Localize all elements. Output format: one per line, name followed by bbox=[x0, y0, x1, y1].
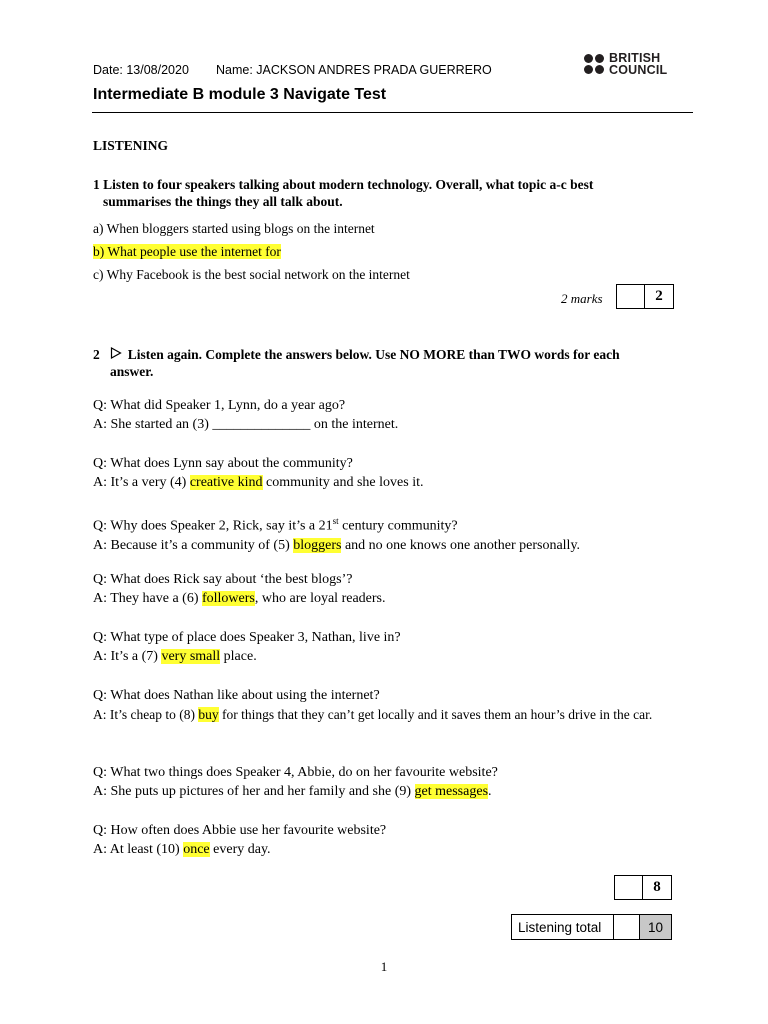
qa-item-4 bbox=[93, 454, 693, 492]
play-audio-icon bbox=[110, 346, 124, 363]
question-2-line-2: answer. bbox=[110, 364, 154, 379]
answer-highlight: get messages bbox=[414, 784, 489, 799]
answer-text: A: She started an (3) ______________ on the internet. bbox=[93, 417, 399, 432]
answer-highlight: buy bbox=[198, 707, 219, 722]
question-text: Q: How often does Abbie use her favourite website? bbox=[93, 823, 387, 838]
question-2-line-1: Listen again. Complete the answers below. Use NO MORE than TWO words for each bbox=[127, 347, 620, 362]
header-divider bbox=[92, 112, 693, 113]
qa-item-10 bbox=[93, 821, 693, 859]
question-text: Q: What did Speaker 1, Lynn, do a year ago? bbox=[93, 398, 346, 413]
question-text: Q: Why does Speaker 2, Rick, say it’s a 21 bbox=[93, 518, 333, 534]
qa-item-5 bbox=[93, 512, 693, 555]
answer-suffix: community and she loves it. bbox=[262, 475, 424, 490]
total-blank-cell bbox=[614, 915, 640, 939]
answer-prefix: A: It’s cheap to (8) bbox=[93, 707, 199, 722]
score-blank-cell bbox=[615, 876, 643, 899]
qa-item-7 bbox=[93, 628, 693, 666]
answer-highlight: followers bbox=[201, 591, 255, 606]
section-heading: LISTENING bbox=[93, 138, 169, 153]
qa-item-3 bbox=[93, 396, 693, 434]
question-2-number: 2 bbox=[93, 347, 100, 362]
option-a: a) When bloggers started using blogs on the internet bbox=[93, 221, 375, 236]
option-c: c) Why Facebook is the best social network on the internet bbox=[93, 267, 410, 282]
answer-suffix: place. bbox=[220, 649, 257, 664]
question-text: Q: What does Lynn say about the community? bbox=[93, 456, 353, 471]
question-1-prompt bbox=[93, 176, 653, 210]
answer-prefix: A: It’s a very (4) bbox=[93, 475, 190, 490]
answer-suffix: and no one knows one another personally. bbox=[341, 537, 581, 553]
answer-highlight: once bbox=[183, 842, 210, 857]
answer-prefix: A: She puts up pictures of her and her family and she (9) bbox=[93, 784, 415, 799]
option-b: b) What people use the internet for bbox=[93, 244, 281, 259]
british-council-logo bbox=[584, 52, 667, 76]
question-2-score-box bbox=[614, 875, 672, 900]
listening-total-box bbox=[511, 914, 672, 940]
answer-suffix: . bbox=[488, 784, 492, 799]
test-title: Intermediate B module 3 Navigate Test bbox=[93, 86, 387, 103]
marks-label: 2 marks bbox=[561, 291, 603, 306]
question-1-score-box bbox=[616, 284, 674, 309]
answer-prefix: A: At least (10) bbox=[93, 842, 184, 857]
answer-prefix: A: They have a (6) bbox=[93, 591, 202, 606]
logo-line-1: BRITISH bbox=[609, 51, 661, 65]
question-1-line-2: summarises the things they all talk about. bbox=[103, 194, 343, 209]
answer-suffix: , who are loyal readers. bbox=[254, 591, 386, 606]
question-2-score: 8 bbox=[653, 879, 661, 895]
date-field: Date: 13/08/2020 bbox=[93, 63, 189, 77]
answer-highlight: creative kind bbox=[189, 475, 263, 490]
answer-highlight: bloggers bbox=[293, 537, 342, 553]
question-text: Q: What does Rick say about ‘the best blogs’? bbox=[93, 572, 353, 587]
question-1-score: 2 bbox=[655, 288, 663, 304]
answer-suffix: for things that they can’t get locally and it saves them an hour’s drive in the car. bbox=[218, 707, 653, 722]
question-2-prompt bbox=[93, 346, 663, 380]
listening-total-label: Listening total bbox=[512, 915, 614, 939]
answer-prefix: A: Because it’s a community of (5) bbox=[93, 537, 294, 553]
page-number: 1 bbox=[380, 959, 388, 974]
listening-total-value: 10 bbox=[640, 915, 671, 939]
logo-dots-icon bbox=[584, 54, 604, 74]
question-text: Q: What type of place does Speaker 3, Nathan, live in? bbox=[93, 630, 401, 645]
question-text: Q: What does Nathan like about using the internet? bbox=[93, 688, 380, 703]
answer-highlight: very small bbox=[161, 649, 221, 664]
question-text-end: century community? bbox=[338, 518, 458, 534]
answer-suffix: every day. bbox=[209, 842, 271, 857]
question-1-line-1: 1 Listen to four speakers talking about modern technology. Overall, what topic a-c best bbox=[93, 177, 594, 192]
superscript: st bbox=[332, 516, 339, 526]
answer-prefix: A: It’s a (7) bbox=[93, 649, 162, 664]
logo-line-2: COUNCIL bbox=[609, 63, 668, 77]
qa-item-6 bbox=[93, 570, 693, 608]
question-text: Q: What two things does Speaker 4, Abbie, do on her favourite website? bbox=[93, 765, 498, 780]
student-name-field: Name: JACKSON ANDRES PRADA GUERRERO bbox=[216, 63, 492, 77]
qa-item-8 bbox=[93, 686, 693, 724]
score-blank-cell bbox=[617, 285, 645, 308]
qa-item-9 bbox=[93, 763, 693, 801]
